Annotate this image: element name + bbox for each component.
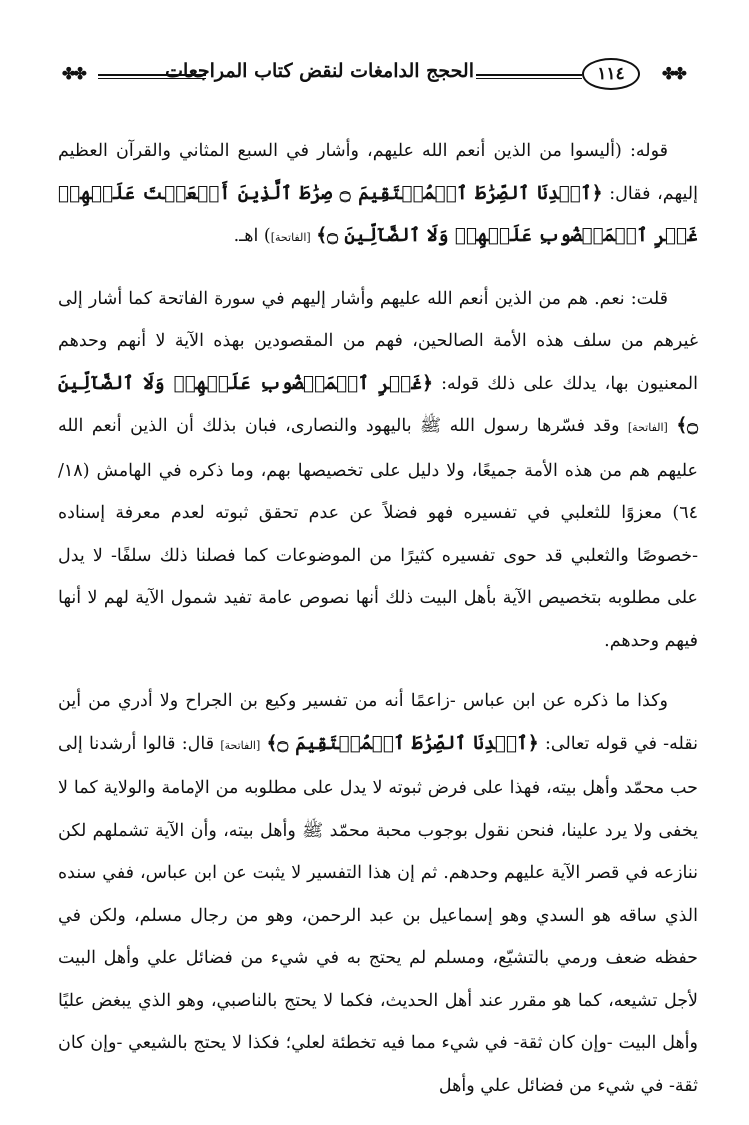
page-number-badge [582, 58, 640, 90]
paragraph-text: قوله: (أليسوا من الذين أنعم الله عليهم، وأشار في السبع المثاني والقرآن العظيم إليهم، فقال: [58, 141, 698, 204]
header-ornament-right: ✤✤ [662, 64, 685, 83]
surah-reference: [الفاتحة] [627, 421, 668, 434]
surah-reference: [الفاتحة] [270, 231, 311, 244]
paragraph-text: قال: قالوا أرشدنا إلى حب محمّد وأهل بيته، فهذا على فرض ثبوته لا يدل على مطلوبه من الإمامة والولاية كما لا يخفى ولا يرد علينا، فنحن نقول بوجوب محبة محمّد ﷺ وأهل بيته، وأن الآية تشملهم لكن ننازعه في قصر الآية عليهم وحدهم. ثم إن هذا التفسير لا يثبت عن ابن عباس، ففي سنده الذي ساقه هو السدي وهو إسماعيل بن عبد الرحمن، وهو من رجال مسلم، ولكن في حفظه ضعف ورمي بالتشيّع، ومسلم لم يحتج به في شيء من فضائل علي وأهل البيت لأجل تشيعه، كما هو مقرر عند أهل الحديث، فكما لا يحتج بالناصبي، وهو الذي يبغض عليًا وأهل البيت -وإن كان ثقة- في شيء مما فيه تخطئة لعلي؛ فكذا لا يحتج بالشيعي -وإن كان ثقة- في شيء من فضائل علي وأهل [58, 733, 699, 1096]
header-rule-right [476, 74, 582, 76]
surah-reference: [الفاتحة] [220, 738, 261, 752]
paragraph-text: قلت: نعم. هم من الذين أنعم الله عليهم وأشار إليهم في سورة الفاتحة كما أشار إلى غيرهم من سلف هذه الأمة الصالحين، فهم من المقصودين بهذه الآية لا أنهم وحدهم المعنيون بها، يدلك على ذلك قوله: [58, 288, 698, 394]
paragraph-text: وقد فسّرها رسول الله ﷺ باليهود والنصارى، فبان بذلك أن الذين أنعم الله عليهم هم من هذه الأمة جميعًا، ولا دليل على تخصيصها بهم، وما ذكره في الهامش (١٨/ ٦٤) معزوًا للثعلبي في تفسيره فهو فضلاً عن عدم تحقق ثبوته لعدم معرفة إسناده -خصوصًا والثعلبي قد حوى تفسيره كثيرًا من الموضوعات كما فصلنا ذلك سلفًا- لا يدل على مطلوبه بتخصيص الآية بأهل البيت ذلك أنها نصوص عامة تفيد شمول الآية لهم لا أنها فيهم وحدهم. [58, 416, 698, 651]
page-number: ١١٤ [597, 64, 625, 84]
running-title: الحجج الدامغات لنقض كتاب المراجعات [165, 60, 474, 82]
page-header [58, 58, 698, 92]
quran-verse: ﴿ٱهۡدِنَا ٱلصِّرَٰطَ ٱلۡمُسۡتَقِيمَ ۝ صِرَٰطَ ٱلَّذِينَ أَنۡعَمۡتَ عَلَيۡهِمۡ غَيۡرِ ٱلۡمَغۡضُوبِ عَلَيۡهِمۡ وَلَا ٱلضَّآلِّينَ ۝﴾ [58, 182, 698, 246]
header-rule-right-thin [476, 78, 582, 79]
header-ornament-left: ✤✤ [62, 64, 85, 83]
quran-verse: ﴿ٱهۡدِنَا ٱلصِّرَٰطَ ٱلۡمُسۡتَقِيمَ ۝﴾ [266, 732, 539, 754]
page-body [58, 130, 698, 1125]
paragraph-3 [58, 680, 698, 1107]
paragraph-text: وكذا ما ذكره عن ابن عباس -زاعمًا أنه من تفسير وكيع بن الجراح ولا أدري من أين نقله- في قوله تعالى: [58, 691, 698, 754]
quran-verse: ﴿غَيۡرِ ٱلۡمَغۡضُوبِ عَلَيۡهِمۡ وَلَا ٱلضَّآلِّينَ ۝﴾ [58, 372, 698, 436]
paragraph-1 [58, 130, 698, 260]
paragraph-text: ) اهـ. [233, 226, 271, 246]
paragraph-2 [58, 278, 698, 663]
